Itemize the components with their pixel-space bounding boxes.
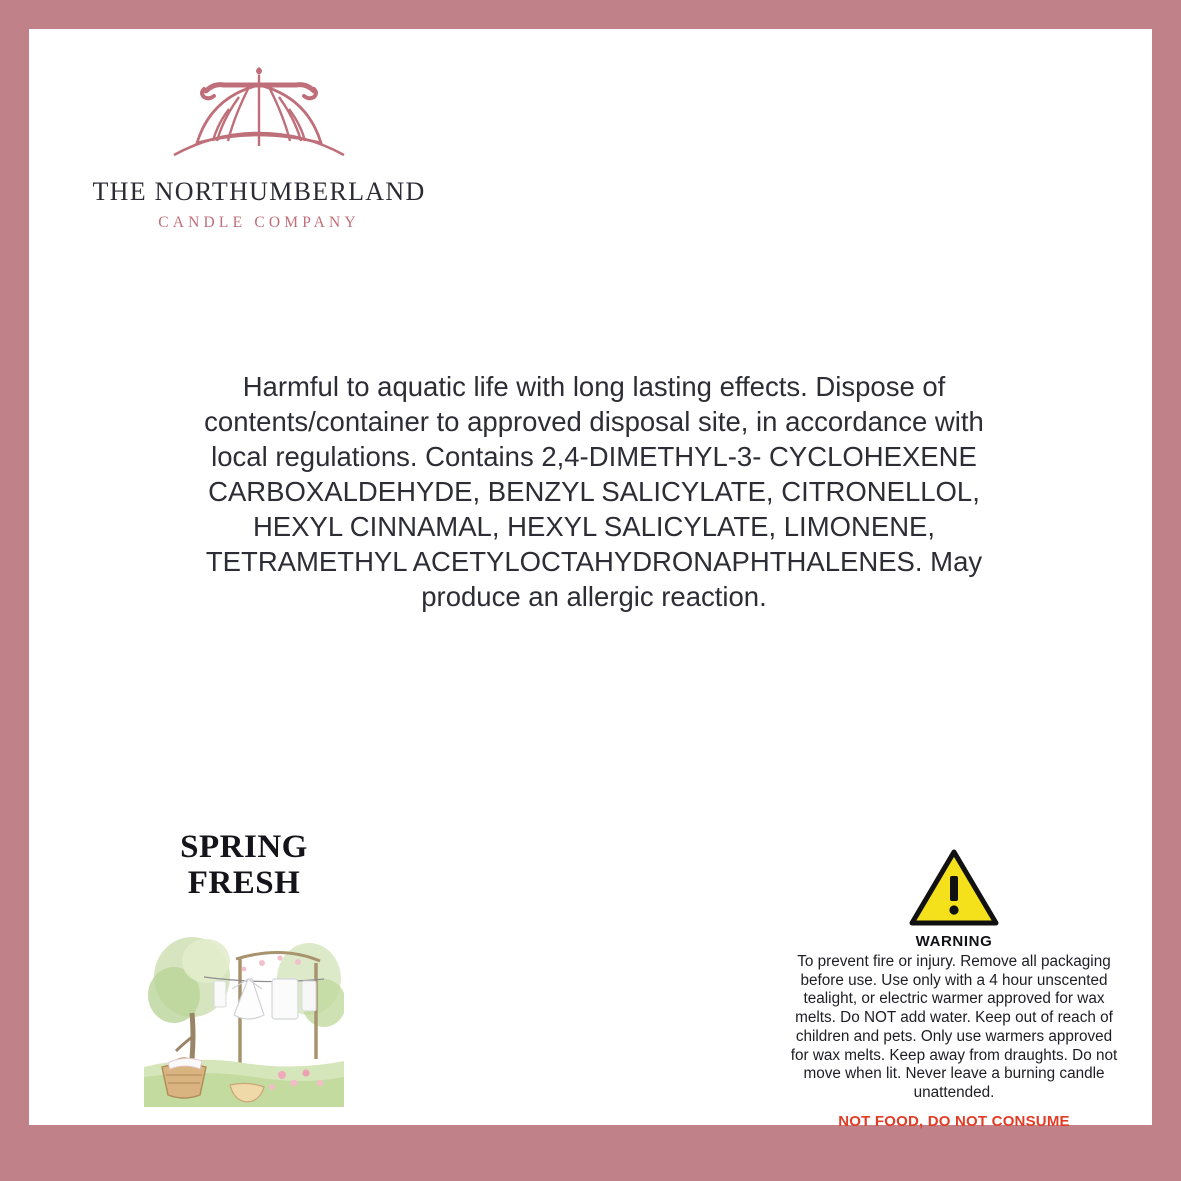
warning-triangle-icon xyxy=(909,849,999,927)
warning-footer-text: NOT FOOD, DO NOT CONSUME xyxy=(838,1112,1070,1130)
label-card xyxy=(29,29,1152,1130)
hazard-statement-text: Harmful to aquatic life with long lasting effects. Dispose of contents/container to approved disposal site, in accordance with local regulations. Contains 2,4-DIMETHYL-3- CYCLOHEXENE CARBOXALDEHYDE, BENZYL SALICYLATE, CITRONELLOL, HEXYL CINNAMAL, HEXYL SALICYLATE, LIMONENE, TETRAMETHYL ACETYLOCTAHYDRONAPHTHALENES. May produce an allergic reaction. xyxy=(204,371,984,612)
brand-name: THE NORTHUMBERLAND xyxy=(92,177,426,206)
scent-name-line-1: SPRING xyxy=(180,829,308,865)
brand-logo-block xyxy=(84,59,434,232)
scent-name-line-2: FRESH xyxy=(187,865,301,901)
brand-subtitle: CANDLE COMPANY xyxy=(158,214,360,231)
warning-block xyxy=(789,849,1119,1130)
warning-title: WARNING xyxy=(915,933,993,950)
garden-washing-line-illustration xyxy=(144,917,344,1107)
scent-block xyxy=(129,829,359,1107)
warning-body-text: To prevent fire or injury. Remove all packaging before use. Use only with a 4 hour unscented tealight, or electric warmer approved for wax melts. Do NOT add water. Keep out of reach of children and pets. Only use warmers approved for wax melts. Keep away from draughts. Do not move when lit. Never leave a burning candle unattended. xyxy=(790,953,1118,1101)
candle-snuffer-logo-icon xyxy=(144,59,374,169)
